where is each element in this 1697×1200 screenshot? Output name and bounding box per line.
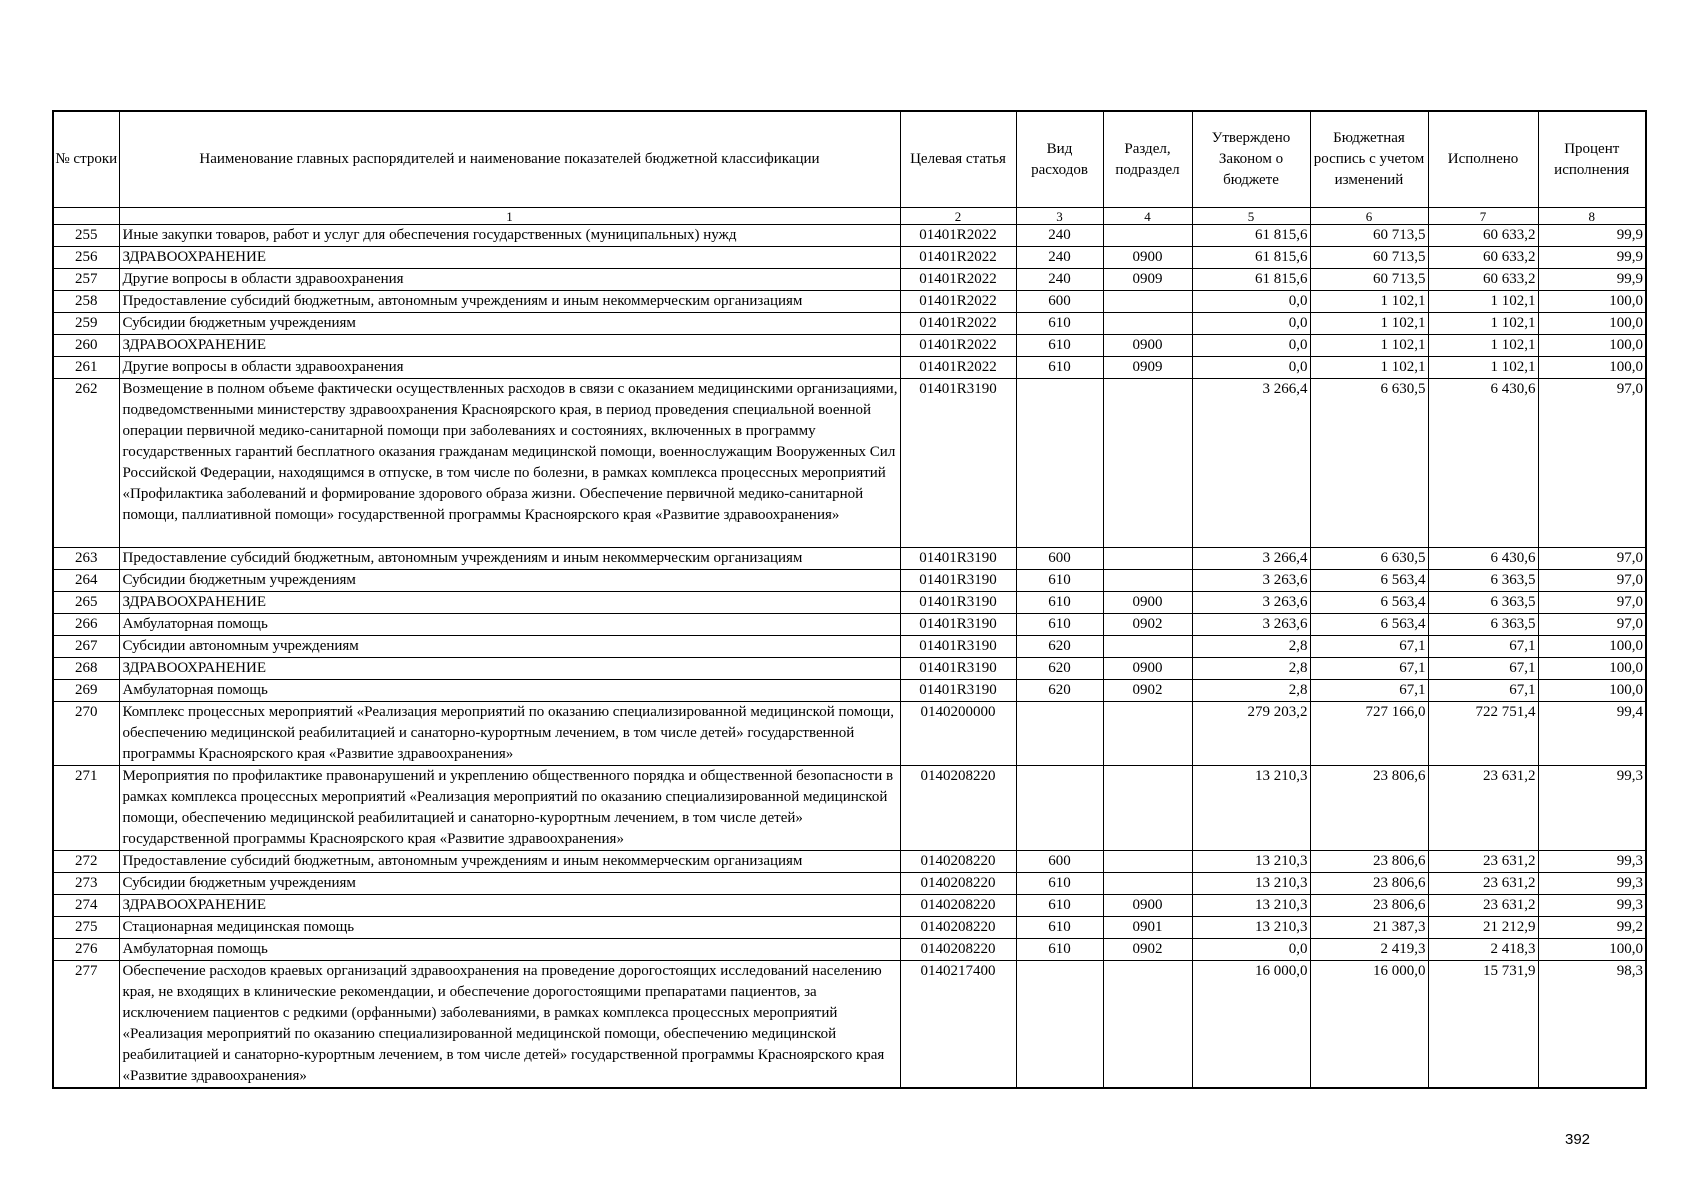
budget-schedule-cell: 727 166,0 — [1310, 702, 1428, 766]
section-cell: 0900 — [1103, 592, 1192, 614]
section-cell: 0900 — [1103, 658, 1192, 680]
table-row — [53, 873, 1646, 895]
expense-type-cell: 610 — [1016, 939, 1103, 961]
budget-schedule-cell: 23 806,6 — [1310, 766, 1428, 851]
budget-schedule-cell: 6 630,5 — [1310, 548, 1428, 570]
executed-cell: 21 212,9 — [1428, 917, 1538, 939]
approved-cell: 3 263,6 — [1192, 592, 1310, 614]
percent-cell: 97,0 — [1538, 614, 1646, 636]
percent-cell: 99,9 — [1538, 225, 1646, 247]
table-row — [53, 680, 1646, 702]
approved-cell: 3 266,4 — [1192, 379, 1310, 548]
percent-cell: 97,0 — [1538, 570, 1646, 592]
column-number: 4 — [1103, 208, 1192, 225]
name-cell: Амбулаторная помощь — [119, 614, 900, 636]
approved-cell: 13 210,3 — [1192, 851, 1310, 873]
table-row — [53, 766, 1646, 851]
row-number-cell: 276 — [53, 939, 119, 961]
name-cell: Другие вопросы в области здравоохранения — [119, 357, 900, 379]
column-number — [53, 208, 119, 225]
budget-schedule-cell: 60 713,5 — [1310, 225, 1428, 247]
approved-cell: 13 210,3 — [1192, 766, 1310, 851]
percent-cell: 100,0 — [1538, 658, 1646, 680]
budget-schedule-cell: 21 387,3 — [1310, 917, 1428, 939]
table-row — [53, 917, 1646, 939]
name-cell: ЗДРАВООХРАНЕНИЕ — [119, 247, 900, 269]
column-number: 2 — [900, 208, 1016, 225]
executed-cell: 1 102,1 — [1428, 357, 1538, 379]
table-row — [53, 636, 1646, 658]
approved-cell: 61 815,6 — [1192, 247, 1310, 269]
executed-cell: 23 631,2 — [1428, 851, 1538, 873]
budget-schedule-cell: 60 713,5 — [1310, 247, 1428, 269]
target-article-cell: 01401R3190 — [900, 570, 1016, 592]
row-number-cell: 259 — [53, 313, 119, 335]
section-cell: 0900 — [1103, 247, 1192, 269]
table-row — [53, 335, 1646, 357]
executed-cell: 6 363,5 — [1428, 592, 1538, 614]
table-row — [53, 291, 1646, 313]
approved-cell: 13 210,3 — [1192, 873, 1310, 895]
percent-cell: 100,0 — [1538, 313, 1646, 335]
name-cell: Амбулаторная помощь — [119, 939, 900, 961]
budget-schedule-cell: 23 806,6 — [1310, 873, 1428, 895]
expense-type-cell — [1016, 961, 1103, 1089]
expense-type-cell: 620 — [1016, 636, 1103, 658]
expense-type-cell: 610 — [1016, 592, 1103, 614]
budget-schedule-cell: 23 806,6 — [1310, 895, 1428, 917]
budget-schedule-cell: 1 102,1 — [1310, 357, 1428, 379]
name-cell: Возмещение в полном объеме фактически осуществленных расходов в связи с оказанием медицинскими организациями, подведомственными министерству здравоохранения Красноярского края, в период проведения специальной военной операции первичной медико-санитарной помощи при заболеваниях и состояниях, включенных в программу государственных гарантий бесплатного оказания гражданам медицинской помощи, военнослужащим Вооруженных Сил Российской Федерации, находящимся в отпуске, в том числе по болезни, в рамках комплекса процессных мероприятий «Профилактика заболеваний и формирование здорового образа жизни. Обеспечение первичной медико-санитарной помощи, паллиативной помощи» государственной программы Красноярского края «Развитие здравоохранения» — [119, 379, 900, 548]
section-cell — [1103, 291, 1192, 313]
budget-schedule-cell: 2 419,3 — [1310, 939, 1428, 961]
budget-schedule-cell: 6 563,4 — [1310, 614, 1428, 636]
approved-cell: 2,8 — [1192, 680, 1310, 702]
row-number-cell: 273 — [53, 873, 119, 895]
target-article-cell: 0140217400 — [900, 961, 1016, 1089]
approved-cell: 0,0 — [1192, 291, 1310, 313]
header-section: Раздел, подраздел — [1103, 111, 1192, 208]
expense-type-cell: 620 — [1016, 680, 1103, 702]
name-cell: Предоставление субсидий бюджетным, автономным учреждениям и иным некоммерческим организациям — [119, 291, 900, 313]
section-cell: 0909 — [1103, 357, 1192, 379]
name-cell: ЗДРАВООХРАНЕНИЕ — [119, 335, 900, 357]
executed-cell: 67,1 — [1428, 658, 1538, 680]
target-article-cell: 01401R2022 — [900, 225, 1016, 247]
column-number: 1 — [119, 208, 900, 225]
approved-cell: 3 263,6 — [1192, 570, 1310, 592]
table-body — [53, 225, 1646, 1089]
budget-schedule-cell: 16 000,0 — [1310, 961, 1428, 1089]
approved-cell: 13 210,3 — [1192, 895, 1310, 917]
row-number-cell: 261 — [53, 357, 119, 379]
section-cell — [1103, 873, 1192, 895]
row-number-cell: 257 — [53, 269, 119, 291]
target-article-cell: 01401R2022 — [900, 357, 1016, 379]
percent-cell: 100,0 — [1538, 680, 1646, 702]
target-article-cell: 01401R3190 — [900, 379, 1016, 548]
executed-cell: 1 102,1 — [1428, 335, 1538, 357]
target-article-cell: 01401R2022 — [900, 247, 1016, 269]
target-article-cell: 01401R3190 — [900, 636, 1016, 658]
section-cell — [1103, 636, 1192, 658]
section-cell — [1103, 548, 1192, 570]
row-number-cell: 268 — [53, 658, 119, 680]
expense-type-cell: 240 — [1016, 247, 1103, 269]
target-article-cell: 0140208220 — [900, 766, 1016, 851]
name-cell: Амбулаторная помощь — [119, 680, 900, 702]
percent-cell: 99,2 — [1538, 917, 1646, 939]
executed-cell: 6 363,5 — [1428, 614, 1538, 636]
table-row — [53, 895, 1646, 917]
table-row — [53, 379, 1646, 548]
section-cell — [1103, 766, 1192, 851]
budget-schedule-cell: 67,1 — [1310, 680, 1428, 702]
approved-cell: 61 815,6 — [1192, 269, 1310, 291]
section-cell — [1103, 702, 1192, 766]
target-article-cell: 0140208220 — [900, 873, 1016, 895]
expense-type-cell: 620 — [1016, 658, 1103, 680]
section-cell: 0902 — [1103, 614, 1192, 636]
percent-cell: 98,3 — [1538, 961, 1646, 1089]
section-cell: 0902 — [1103, 939, 1192, 961]
executed-cell: 15 731,9 — [1428, 961, 1538, 1089]
expense-type-cell: 240 — [1016, 269, 1103, 291]
expense-type-cell: 610 — [1016, 313, 1103, 335]
target-article-cell: 0140208220 — [900, 939, 1016, 961]
section-cell: 0901 — [1103, 917, 1192, 939]
section-cell — [1103, 313, 1192, 335]
column-number: 7 — [1428, 208, 1538, 225]
budget-schedule-cell: 1 102,1 — [1310, 313, 1428, 335]
approved-cell: 0,0 — [1192, 939, 1310, 961]
row-number-cell: 265 — [53, 592, 119, 614]
row-number-cell: 262 — [53, 379, 119, 548]
header-percent: Процент исполнения — [1538, 111, 1646, 208]
approved-cell: 0,0 — [1192, 313, 1310, 335]
executed-cell: 60 633,2 — [1428, 269, 1538, 291]
approved-cell: 0,0 — [1192, 357, 1310, 379]
budget-schedule-cell: 6 563,4 — [1310, 570, 1428, 592]
row-number-cell: 264 — [53, 570, 119, 592]
executed-cell: 6 430,6 — [1428, 379, 1538, 548]
header-name: Наименование главных распорядителей и наименование показателей бюджетной классификации — [119, 111, 900, 208]
header-row-number: № строки — [53, 111, 119, 208]
column-number: 5 — [1192, 208, 1310, 225]
name-cell: Иные закупки товаров, работ и услуг для обеспечения государственных (муниципальных) нужд — [119, 225, 900, 247]
budget-schedule-cell: 67,1 — [1310, 658, 1428, 680]
section-cell: 0900 — [1103, 895, 1192, 917]
name-cell: Предоставление субсидий бюджетным, автономным учреждениям и иным некоммерческим организациям — [119, 851, 900, 873]
executed-cell: 60 633,2 — [1428, 225, 1538, 247]
target-article-cell: 0140200000 — [900, 702, 1016, 766]
table-row — [53, 357, 1646, 379]
executed-cell: 23 631,2 — [1428, 873, 1538, 895]
budget-schedule-cell: 67,1 — [1310, 636, 1428, 658]
expense-type-cell: 240 — [1016, 225, 1103, 247]
percent-cell: 99,9 — [1538, 247, 1646, 269]
table-row — [53, 225, 1646, 247]
name-cell: Предоставление субсидий бюджетным, автономным учреждениям и иным некоммерческим организациям — [119, 548, 900, 570]
target-article-cell: 01401R3190 — [900, 680, 1016, 702]
expense-type-cell: 600 — [1016, 548, 1103, 570]
executed-cell: 67,1 — [1428, 680, 1538, 702]
section-cell — [1103, 570, 1192, 592]
percent-cell: 97,0 — [1538, 548, 1646, 570]
percent-cell: 97,0 — [1538, 592, 1646, 614]
percent-cell: 99,4 — [1538, 702, 1646, 766]
budget-schedule-cell: 6 630,5 — [1310, 379, 1428, 548]
name-cell: ЗДРАВООХРАНЕНИЕ — [119, 592, 900, 614]
budget-schedule-cell: 1 102,1 — [1310, 335, 1428, 357]
section-cell — [1103, 961, 1192, 1089]
percent-cell: 100,0 — [1538, 939, 1646, 961]
row-number-cell: 256 — [53, 247, 119, 269]
expense-type-cell: 600 — [1016, 851, 1103, 873]
approved-cell: 3 263,6 — [1192, 614, 1310, 636]
table-row — [53, 939, 1646, 961]
row-number-cell: 272 — [53, 851, 119, 873]
executed-cell: 1 102,1 — [1428, 313, 1538, 335]
expense-type-cell: 610 — [1016, 570, 1103, 592]
executed-cell: 722 751,4 — [1428, 702, 1538, 766]
table-row — [53, 570, 1646, 592]
name-cell: Субсидии автономным учреждениям — [119, 636, 900, 658]
table-row — [53, 313, 1646, 335]
expense-type-cell: 610 — [1016, 357, 1103, 379]
percent-cell: 100,0 — [1538, 357, 1646, 379]
row-number-cell: 266 — [53, 614, 119, 636]
approved-cell: 16 000,0 — [1192, 961, 1310, 1089]
column-number: 8 — [1538, 208, 1646, 225]
approved-cell: 0,0 — [1192, 335, 1310, 357]
target-article-cell: 0140208220 — [900, 895, 1016, 917]
target-article-cell: 01401R2022 — [900, 291, 1016, 313]
column-number: 6 — [1310, 208, 1428, 225]
percent-cell: 97,0 — [1538, 379, 1646, 548]
expense-type-cell: 610 — [1016, 614, 1103, 636]
percent-cell: 99,3 — [1538, 766, 1646, 851]
row-number-cell: 263 — [53, 548, 119, 570]
row-number-cell: 260 — [53, 335, 119, 357]
target-article-cell: 0140208220 — [900, 851, 1016, 873]
target-article-cell: 01401R3190 — [900, 614, 1016, 636]
expense-type-cell — [1016, 379, 1103, 548]
budget-schedule-cell: 6 563,4 — [1310, 592, 1428, 614]
table-row — [53, 548, 1646, 570]
section-cell: 0902 — [1103, 680, 1192, 702]
target-article-cell: 01401R2022 — [900, 313, 1016, 335]
row-number-cell: 255 — [53, 225, 119, 247]
expense-type-cell — [1016, 702, 1103, 766]
approved-cell: 2,8 — [1192, 636, 1310, 658]
expense-type-cell: 600 — [1016, 291, 1103, 313]
target-article-cell: 01401R3190 — [900, 658, 1016, 680]
row-number-cell: 258 — [53, 291, 119, 313]
name-cell: Мероприятия по профилактике правонарушений и укреплению общественного порядка и общественной безопасности в рамках комплекса процессных мероприятий «Реализация мероприятий по оказанию специализированной медицинской помощи, обеспечению медицинской реабилитацией и санаторно-курортным лечением, в том числе детей» государственной программы Красноярского края «Развитие здравоохранения» — [119, 766, 900, 851]
budget-execution-table — [52, 110, 1647, 1089]
name-cell: Другие вопросы в области здравоохранения — [119, 269, 900, 291]
table-row — [53, 961, 1646, 1089]
executed-cell: 23 631,2 — [1428, 766, 1538, 851]
section-cell: 0909 — [1103, 269, 1192, 291]
budget-table-container — [52, 110, 1645, 1089]
percent-cell: 99,3 — [1538, 895, 1646, 917]
row-number-cell: 271 — [53, 766, 119, 851]
header-budget-schedule: Бюджетная роспись с учетом изменений — [1310, 111, 1428, 208]
expense-type-cell: 610 — [1016, 895, 1103, 917]
row-number-cell: 267 — [53, 636, 119, 658]
expense-type-cell — [1016, 766, 1103, 851]
name-cell: Субсидии бюджетным учреждениям — [119, 570, 900, 592]
table-row — [53, 247, 1646, 269]
approved-cell: 2,8 — [1192, 658, 1310, 680]
approved-cell: 279 203,2 — [1192, 702, 1310, 766]
approved-cell: 13 210,3 — [1192, 917, 1310, 939]
section-cell: 0900 — [1103, 335, 1192, 357]
executed-cell: 23 631,2 — [1428, 895, 1538, 917]
expense-type-cell: 610 — [1016, 335, 1103, 357]
row-number-cell: 270 — [53, 702, 119, 766]
percent-cell: 99,3 — [1538, 873, 1646, 895]
header-target-article: Целевая статья — [900, 111, 1016, 208]
target-article-cell: 0140208220 — [900, 917, 1016, 939]
budget-schedule-cell: 1 102,1 — [1310, 291, 1428, 313]
executed-cell: 67,1 — [1428, 636, 1538, 658]
percent-cell: 99,9 — [1538, 269, 1646, 291]
page-number: 392 — [1565, 1131, 1591, 1148]
row-number-cell: 269 — [53, 680, 119, 702]
approved-cell: 3 266,4 — [1192, 548, 1310, 570]
expense-type-cell: 610 — [1016, 873, 1103, 895]
table-row — [53, 658, 1646, 680]
column-number: 3 — [1016, 208, 1103, 225]
row-number-cell: 275 — [53, 917, 119, 939]
executed-cell: 2 418,3 — [1428, 939, 1538, 961]
table-row — [53, 851, 1646, 873]
section-cell — [1103, 851, 1192, 873]
table-row — [53, 614, 1646, 636]
name-cell: Комплекс процессных мероприятий «Реализация мероприятий по оказанию специализированной медицинской помощи, обеспечению медицинской реабилитацией и санаторно-курортным лечением, в том числе детей» государственной программы Красноярского края «Развитие здравоохранения» — [119, 702, 900, 766]
header-row — [53, 111, 1646, 208]
header-executed: Исполнено — [1428, 111, 1538, 208]
column-number-row — [53, 208, 1646, 225]
expense-type-cell: 610 — [1016, 917, 1103, 939]
table-row — [53, 269, 1646, 291]
table-row — [53, 592, 1646, 614]
target-article-cell: 01401R3190 — [900, 548, 1016, 570]
name-cell: Стационарная медицинская помощь — [119, 917, 900, 939]
name-cell: ЗДРАВООХРАНЕНИЕ — [119, 895, 900, 917]
percent-cell: 99,3 — [1538, 851, 1646, 873]
table-row — [53, 702, 1646, 766]
target-article-cell: 01401R3190 — [900, 592, 1016, 614]
target-article-cell: 01401R2022 — [900, 335, 1016, 357]
executed-cell: 6 430,6 — [1428, 548, 1538, 570]
name-cell: Субсидии бюджетным учреждениям — [119, 313, 900, 335]
executed-cell: 1 102,1 — [1428, 291, 1538, 313]
executed-cell: 60 633,2 — [1428, 247, 1538, 269]
section-cell — [1103, 225, 1192, 247]
header-expense-type: Вид расходов — [1016, 111, 1103, 208]
percent-cell: 100,0 — [1538, 291, 1646, 313]
executed-cell: 6 363,5 — [1428, 570, 1538, 592]
approved-cell: 61 815,6 — [1192, 225, 1310, 247]
name-cell: ЗДРАВООХРАНЕНИЕ — [119, 658, 900, 680]
percent-cell: 100,0 — [1538, 335, 1646, 357]
name-cell: Обеспечение расходов краевых организаций здравоохранения на проведение дорогостоящих исследований населению края, не входящих в клинические рекомендации, и обеспечение дорогостоящими препаратами пациентов, за исключением пациентов с редкими (орфанными) заболеваниями, в рамках комплекса процессных мероприятий «Реализация мероприятий по оказанию специализированной медицинской помощи, обеспечению медицинской реабилитацией и санаторно-курортным лечением, в том числе детей» государственной программы Красноярского края «Развитие здравоохранения» — [119, 961, 900, 1089]
percent-cell: 100,0 — [1538, 636, 1646, 658]
row-number-cell: 274 — [53, 895, 119, 917]
row-number-cell: 277 — [53, 961, 119, 1089]
budget-schedule-cell: 60 713,5 — [1310, 269, 1428, 291]
target-article-cell: 01401R2022 — [900, 269, 1016, 291]
name-cell: Субсидии бюджетным учреждениям — [119, 873, 900, 895]
section-cell — [1103, 379, 1192, 548]
header-approved: Утверждено Законом о бюджете — [1192, 111, 1310, 208]
budget-schedule-cell: 23 806,6 — [1310, 851, 1428, 873]
